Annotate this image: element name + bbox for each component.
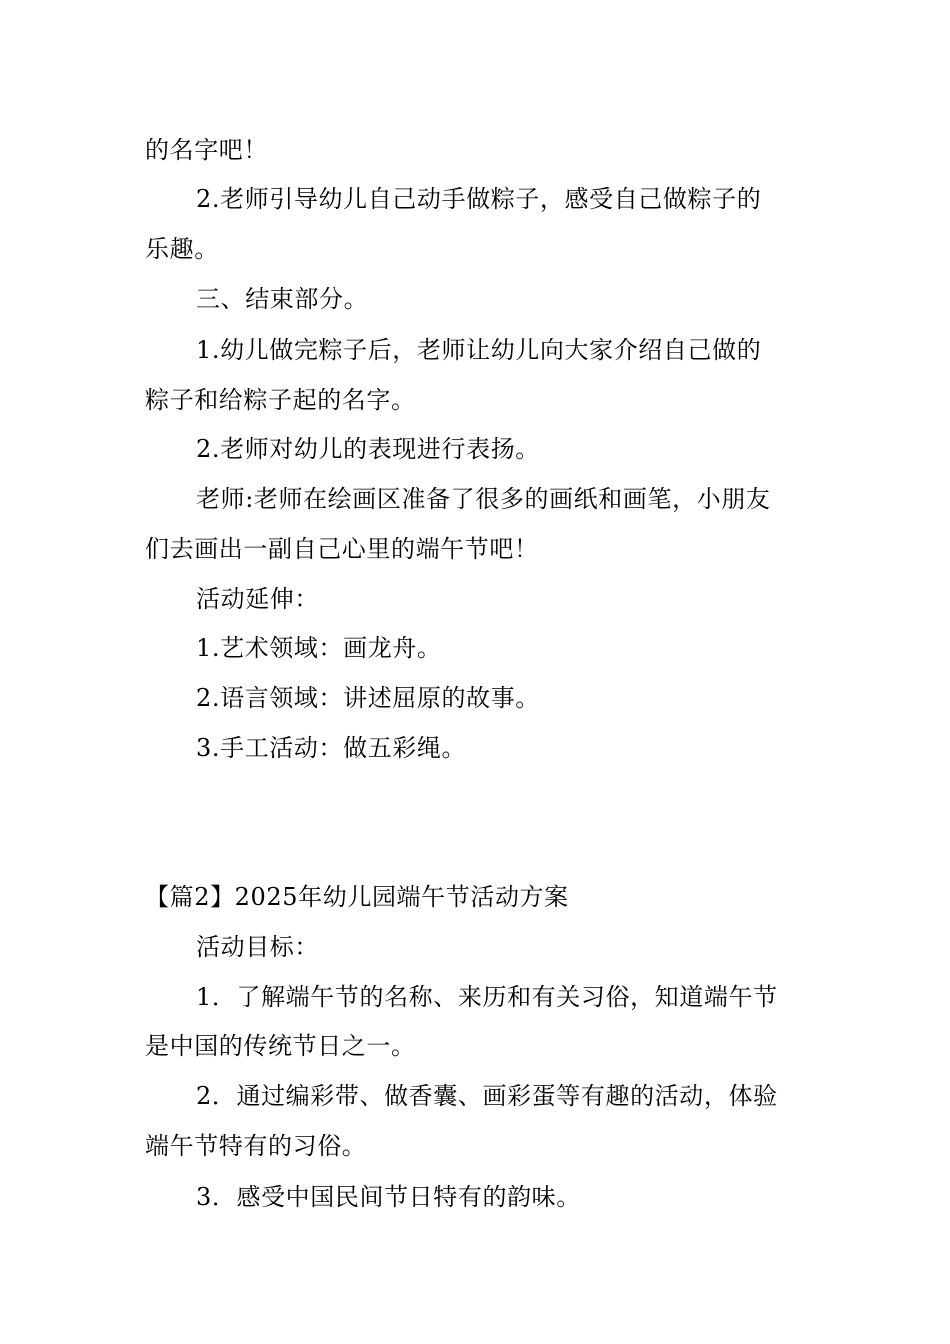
list-item: 2．通过编彩带、做香囊、画彩蛋等有趣的活动，体验 xyxy=(196,1082,778,1110)
list-item: 1.幼儿做完粽子后，老师让幼儿向大家介绍自己做的 xyxy=(196,336,762,364)
section-heading: 三、结束部分。 xyxy=(196,285,369,313)
list-item: 2.老师引导幼儿自己动手做粽子，感受自己做粽子的 xyxy=(196,185,762,213)
section-heading: 活动目标： xyxy=(196,933,319,961)
paragraph-continuation: 的名字吧！ xyxy=(145,136,268,164)
list-item: 2.语言领域：讲述屈原的故事。 xyxy=(196,684,540,712)
paragraph: 老师:老师在绘画区准备了很多的画纸和画笔，小朋友 xyxy=(196,485,771,513)
list-item-continuation: 是中国的传统节日之一。 xyxy=(145,1032,416,1060)
article-title: 【篇2】2025年幼儿园端午节活动方案 xyxy=(145,883,569,911)
list-item: 2.老师对幼儿的表现进行表扬。 xyxy=(196,435,540,463)
paragraph-continuation: 们去画出一副自己心里的端午节吧！ xyxy=(145,535,539,563)
list-item-continuation: 粽子和给粽子起的名字。 xyxy=(145,386,416,414)
list-item: 1．了解端午节的名称、来历和有关习俗，知道端午节 xyxy=(196,983,778,1011)
list-item: 3．感受中国民间节日特有的韵味。 xyxy=(196,1183,581,1211)
list-item: 3.手工活动：做五彩绳。 xyxy=(196,734,467,762)
list-item: 1.艺术领域：画龙舟。 xyxy=(196,634,442,662)
list-item-continuation: 端午节特有的习俗。 xyxy=(145,1132,367,1160)
section-heading: 活动延伸： xyxy=(196,585,319,613)
list-item-continuation: 乐趣。 xyxy=(145,235,219,263)
